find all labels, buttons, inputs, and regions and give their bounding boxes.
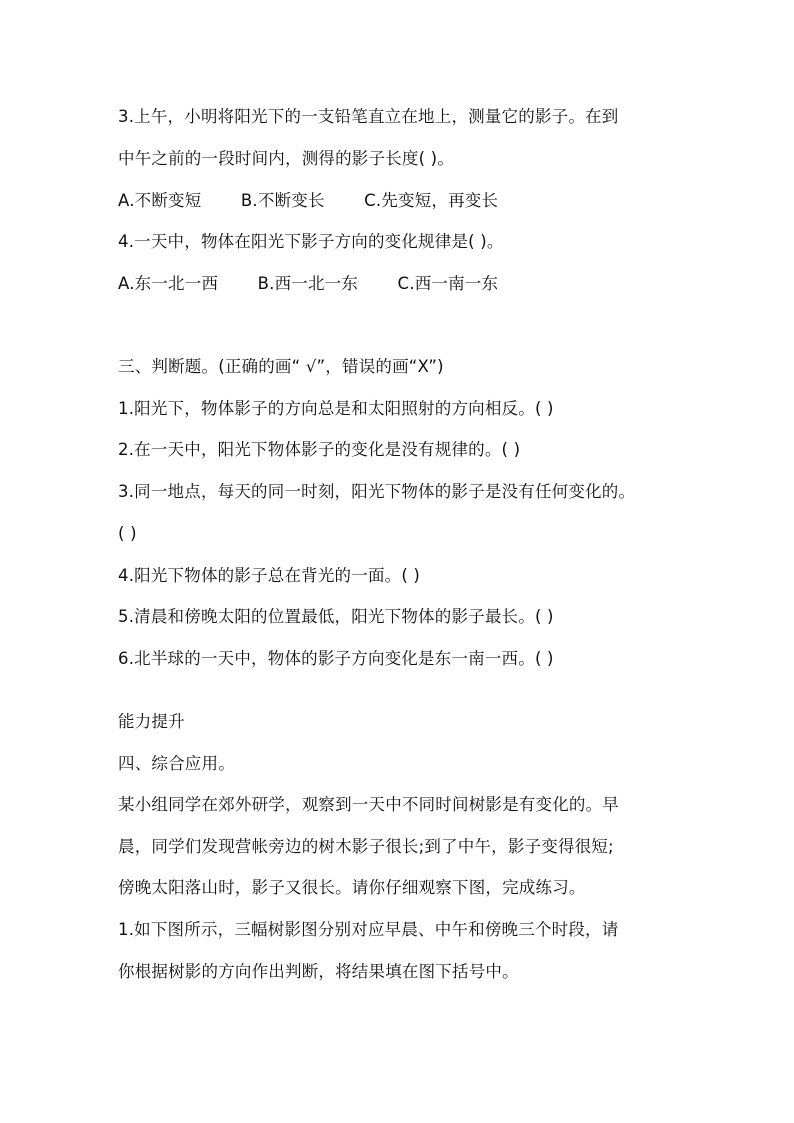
question-3-options — [118, 190, 698, 212]
judge-item-1: 1.阳光下，物体影子的方向总是和太阳照射的方向相反。( ) — [118, 399, 554, 418]
section-3-heading: 三、判断题。(正确的画“ √”，错误的画“X”) — [118, 357, 444, 376]
question-4-option-b: B.西一北一东 — [257, 274, 359, 293]
judge-item-5: 5.清晨和傍晚太阳的位置最低，阳光下物体的影子最长。( ) — [118, 607, 554, 626]
question-3-line-1: 3.上午，小明将阳光下的一支铅笔直立在地上，测量它的影子。在到 — [118, 107, 619, 126]
judge-item-3: 3.同一地点，每天的同一时刻，阳光下物体的影子是没有任何变化的。 — [118, 482, 636, 501]
judge-item-6: 6.北半球的一天中，物体的影子方向变化是东一南一西。( ) — [118, 649, 554, 668]
judge-item-3-bracket: ( ) — [118, 524, 137, 543]
ability-question-1-line-1: 1.如下图所示，三幅树影图分别对应早晨、中午和傍晚三个时段，请 — [118, 920, 619, 939]
judge-item-2: 2.在一天中，阳光下物体影子的变化是没有规律的。( ) — [118, 440, 521, 459]
question-3-option-b: B.不断变长 — [240, 191, 325, 210]
section-4-heading: 四、综合应用。 — [118, 754, 235, 773]
question-4-options — [118, 273, 698, 295]
question-4-option-c: C.西一南一东 — [397, 274, 499, 293]
ability-paragraph-line-2: 晨，同学们发现营帐旁边的树木影子很长;到了中午，影子变得很短; — [118, 837, 614, 856]
question-3-option-c: C.先变短，再变长 — [364, 191, 499, 210]
question-3-line-2: 中午之前的一段时间内，测得的影子长度( )。 — [118, 149, 455, 168]
ability-paragraph-line-1: 某小组同学在郊外研学，观察到一天中不同时间树影是有变化的。早 — [118, 795, 619, 814]
question-3-option-a: A.不断变短 — [118, 191, 202, 210]
ability-question-1-line-2: 你根据树影的方向作出判断，将结果填在图下括号中。 — [118, 962, 519, 981]
judge-item-4: 4.阳光下物体的影子总在背光的一面。( ) — [118, 566, 421, 585]
ability-paragraph-line-3: 傍晚太阳落山时，影子又很长。请你仔细观察下图，完成练习。 — [118, 878, 586, 897]
ability-label: 能力提升 — [118, 712, 185, 731]
question-4-option-a: A.东一北一西 — [118, 274, 219, 293]
question-4-line-1: 4.一天中，物体在阳光下影子方向的变化规律是( )。 — [118, 232, 504, 251]
